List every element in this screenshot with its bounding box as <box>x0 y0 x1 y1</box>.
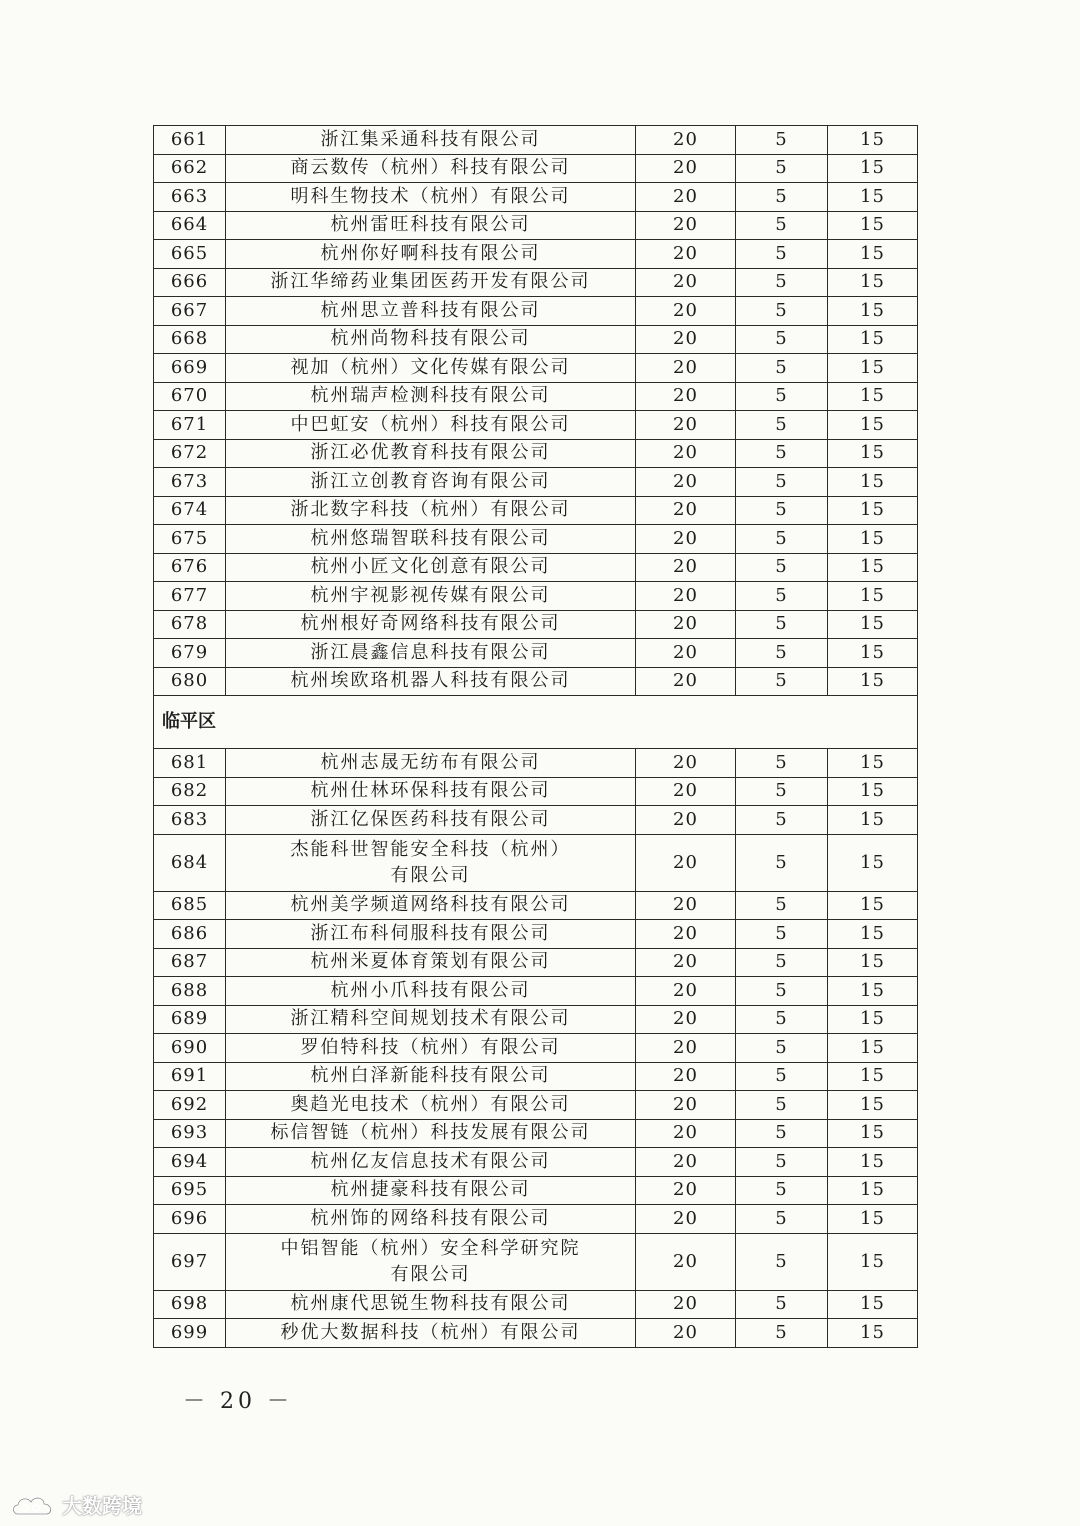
table-row <box>154 1062 918 1091</box>
value-a-cell: 20 <box>636 1119 736 1148</box>
company-name-line: 杭州雷旺科技有限公司 <box>330 214 531 236</box>
table-row <box>154 1205 918 1234</box>
table-row <box>154 1119 918 1148</box>
company-name-cell <box>226 1290 636 1319</box>
row-number-cell: 688 <box>154 977 226 1006</box>
row-number-cell: 681 <box>154 749 226 778</box>
row-number-cell: 694 <box>154 1148 226 1177</box>
value-b-cell: 5 <box>736 154 828 183</box>
company-name-cell <box>226 297 636 326</box>
row-number-cell: 690 <box>154 1034 226 1063</box>
value-a-cell: 20 <box>636 834 736 891</box>
company-name-cell <box>226 1119 636 1148</box>
row-number-cell: 666 <box>154 268 226 297</box>
value-b-cell: 5 <box>736 126 828 155</box>
company-name-cell <box>226 1233 636 1290</box>
value-c-cell: 15 <box>828 891 918 920</box>
value-b-cell: 5 <box>736 325 828 354</box>
company-name-line: 杭州康代思锐生物科技有限公司 <box>290 1293 571 1315</box>
table-row <box>154 468 918 497</box>
company-name-cell <box>226 1005 636 1034</box>
table-row <box>154 154 918 183</box>
company-name-cell <box>226 806 636 835</box>
value-b-cell: 5 <box>736 806 828 835</box>
table-row <box>154 806 918 835</box>
value-b-cell: 5 <box>736 920 828 949</box>
table-row <box>154 1290 918 1319</box>
company-name-line: 视加（杭州）文化传媒有限公司 <box>290 356 571 378</box>
company-name-cell <box>226 382 636 411</box>
value-c-cell: 15 <box>828 325 918 354</box>
value-a-cell: 20 <box>636 806 736 835</box>
value-c-cell: 15 <box>828 610 918 639</box>
row-number-cell: 695 <box>154 1176 226 1205</box>
company-name-cell <box>226 468 636 497</box>
value-a-cell: 20 <box>636 948 736 977</box>
value-c-cell: 15 <box>828 1091 918 1120</box>
company-name-cell <box>226 891 636 920</box>
table-row <box>154 354 918 383</box>
value-b-cell: 5 <box>736 1290 828 1319</box>
company-name-line: 杭州志晟无纺布有限公司 <box>320 751 541 773</box>
value-c-cell: 15 <box>828 154 918 183</box>
company-name-cell <box>226 610 636 639</box>
value-a-cell: 20 <box>636 553 736 582</box>
company-name-cell <box>226 948 636 977</box>
row-number-cell: 679 <box>154 639 226 668</box>
table-row <box>154 1176 918 1205</box>
value-a-cell: 20 <box>636 667 736 696</box>
value-b-cell: 5 <box>736 211 828 240</box>
company-name-line: 明科生物技术（杭州）有限公司 <box>290 185 571 207</box>
value-b-cell: 5 <box>736 382 828 411</box>
value-b-cell: 5 <box>736 1233 828 1290</box>
value-a-cell: 20 <box>636 411 736 440</box>
company-name-line: 中巴虹安（杭州）科技有限公司 <box>290 413 571 435</box>
value-a-cell: 20 <box>636 582 736 611</box>
value-b-cell: 5 <box>736 468 828 497</box>
row-number-cell: 676 <box>154 553 226 582</box>
value-c-cell: 15 <box>828 496 918 525</box>
value-b-cell: 5 <box>736 1319 828 1348</box>
value-c-cell: 15 <box>828 1205 918 1234</box>
cloud-logo-icon <box>10 1492 56 1518</box>
company-name-cell <box>226 240 636 269</box>
company-name-line: 秒优大数据科技（杭州）有限公司 <box>280 1321 581 1343</box>
value-c-cell: 15 <box>828 411 918 440</box>
value-a-cell: 20 <box>636 154 736 183</box>
company-name-line: 杭州捷豪科技有限公司 <box>330 1179 531 1201</box>
table-row <box>154 496 918 525</box>
company-name-line: 浙江晨鑫信息科技有限公司 <box>310 641 551 663</box>
company-name-line: 商云数传（杭州）科技有限公司 <box>290 157 571 179</box>
company-name-cell <box>226 354 636 383</box>
table-row <box>154 920 918 949</box>
company-name-cell <box>226 553 636 582</box>
company-name-cell <box>226 1062 636 1091</box>
value-c-cell: 15 <box>828 468 918 497</box>
table-row <box>154 667 918 696</box>
value-b-cell: 5 <box>736 297 828 326</box>
value-c-cell: 15 <box>828 749 918 778</box>
row-number-cell: 692 <box>154 1091 226 1120</box>
table-row <box>154 439 918 468</box>
table-row <box>154 411 918 440</box>
row-number-cell: 667 <box>154 297 226 326</box>
company-name-line: 杭州你好啊科技有限公司 <box>320 242 541 264</box>
value-c-cell: 15 <box>828 582 918 611</box>
table-row <box>154 126 918 155</box>
table-row <box>154 183 918 212</box>
value-c-cell: 15 <box>828 211 918 240</box>
company-name-cell <box>226 1205 636 1234</box>
table-row <box>154 639 918 668</box>
value-a-cell: 20 <box>636 1176 736 1205</box>
value-a-cell: 20 <box>636 639 736 668</box>
company-name-line: 浙江亿保医药科技有限公司 <box>310 808 551 830</box>
company-name-line: 浙江集采通科技有限公司 <box>320 128 541 150</box>
company-name-cell <box>226 411 636 440</box>
value-c-cell: 15 <box>828 639 918 668</box>
value-a-cell: 20 <box>636 1290 736 1319</box>
value-c-cell: 15 <box>828 439 918 468</box>
table-row <box>154 891 918 920</box>
value-c-cell: 15 <box>828 553 918 582</box>
table-row <box>154 525 918 554</box>
company-name-line: 奥趋光电技术（杭州）有限公司 <box>290 1093 571 1115</box>
company-table <box>153 125 918 1348</box>
company-name-line: 浙江布科伺服科技有限公司 <box>310 922 551 944</box>
company-name-line: 杭州饰的网络科技有限公司 <box>310 1207 551 1229</box>
value-c-cell: 15 <box>828 1176 918 1205</box>
row-number-cell: 684 <box>154 834 226 891</box>
company-name-cell <box>226 325 636 354</box>
value-a-cell: 20 <box>636 1319 736 1348</box>
value-b-cell: 5 <box>736 354 828 383</box>
row-number-cell: 683 <box>154 806 226 835</box>
value-a-cell: 20 <box>636 297 736 326</box>
value-a-cell: 20 <box>636 1148 736 1177</box>
company-name-line: 杭州小匠文化创意有限公司 <box>310 556 551 578</box>
value-a-cell: 20 <box>636 1034 736 1063</box>
company-name-line: 有限公司 <box>390 1263 471 1285</box>
row-number-cell: 663 <box>154 183 226 212</box>
value-a-cell: 20 <box>636 183 736 212</box>
value-c-cell: 15 <box>828 806 918 835</box>
value-c-cell: 15 <box>828 297 918 326</box>
company-name-cell <box>226 1319 636 1348</box>
value-b-cell: 5 <box>736 525 828 554</box>
table-row <box>154 297 918 326</box>
value-b-cell: 5 <box>736 411 828 440</box>
table-row <box>154 268 918 297</box>
value-b-cell: 5 <box>736 553 828 582</box>
value-a-cell: 20 <box>636 354 736 383</box>
value-a-cell: 20 <box>636 1205 736 1234</box>
value-c-cell: 15 <box>828 667 918 696</box>
table-row <box>154 1034 918 1063</box>
section-heading: 临平区 <box>154 696 918 749</box>
value-a-cell: 20 <box>636 126 736 155</box>
row-number-cell: 698 <box>154 1290 226 1319</box>
value-a-cell: 20 <box>636 749 736 778</box>
table-row <box>154 1005 918 1034</box>
value-b-cell: 5 <box>736 610 828 639</box>
value-b-cell: 5 <box>736 496 828 525</box>
value-c-cell: 15 <box>828 354 918 383</box>
row-number-cell: 665 <box>154 240 226 269</box>
value-a-cell: 20 <box>636 777 736 806</box>
row-number-cell: 668 <box>154 325 226 354</box>
table-row <box>154 325 918 354</box>
value-c-cell: 15 <box>828 183 918 212</box>
company-name-cell <box>226 1176 636 1205</box>
company-name-cell <box>226 126 636 155</box>
value-b-cell: 5 <box>736 749 828 778</box>
company-name-cell <box>226 639 636 668</box>
value-a-cell: 20 <box>636 1005 736 1034</box>
value-a-cell: 20 <box>636 977 736 1006</box>
row-number-cell: 670 <box>154 382 226 411</box>
company-name-line: 中铝智能（杭州）安全科学研究院 <box>280 1237 581 1259</box>
company-name-line: 杭州白泽新能科技有限公司 <box>310 1065 551 1087</box>
table-row <box>154 582 918 611</box>
value-b-cell: 5 <box>736 1062 828 1091</box>
value-b-cell: 5 <box>736 1176 828 1205</box>
table-row <box>154 977 918 1006</box>
section-row <box>154 696 918 749</box>
row-number-cell: 691 <box>154 1062 226 1091</box>
company-name-line: 浙江华缔药业集团医药开发有限公司 <box>270 271 591 293</box>
row-number-cell: 682 <box>154 777 226 806</box>
company-name-line: 杭州米夏体育策划有限公司 <box>310 951 551 973</box>
row-number-cell: 686 <box>154 920 226 949</box>
value-b-cell: 5 <box>736 777 828 806</box>
row-number-cell: 680 <box>154 667 226 696</box>
value-a-cell: 20 <box>636 268 736 297</box>
row-number-cell: 671 <box>154 411 226 440</box>
row-number-cell: 699 <box>154 1319 226 1348</box>
row-number-cell: 693 <box>154 1119 226 1148</box>
company-name-cell <box>226 1148 636 1177</box>
value-a-cell: 20 <box>636 1062 736 1091</box>
value-b-cell: 5 <box>736 1005 828 1034</box>
row-number-cell: 672 <box>154 439 226 468</box>
company-name-line: 杭州亿友信息技术有限公司 <box>310 1150 551 1172</box>
value-b-cell: 5 <box>736 1034 828 1063</box>
company-name-line: 杭州小爪科技有限公司 <box>330 979 531 1001</box>
company-name-line: 杭州宇视影视传媒有限公司 <box>310 584 551 606</box>
value-b-cell: 5 <box>736 183 828 212</box>
value-c-cell: 15 <box>828 1005 918 1034</box>
company-name-cell <box>226 525 636 554</box>
table-row <box>154 1319 918 1348</box>
row-number-cell: 689 <box>154 1005 226 1034</box>
row-number-cell: 675 <box>154 525 226 554</box>
row-number-cell: 664 <box>154 211 226 240</box>
row-number-cell: 677 <box>154 582 226 611</box>
table-row <box>154 382 918 411</box>
value-a-cell: 20 <box>636 891 736 920</box>
row-number-cell: 661 <box>154 126 226 155</box>
company-name-cell <box>226 920 636 949</box>
row-number-cell: 687 <box>154 948 226 977</box>
row-number-cell: 674 <box>154 496 226 525</box>
company-name-cell <box>226 154 636 183</box>
company-name-cell <box>226 439 636 468</box>
company-name-line: 杭州埃欧珞机器人科技有限公司 <box>290 670 571 692</box>
table-row <box>154 610 918 639</box>
value-c-cell: 15 <box>828 1034 918 1063</box>
company-name-line: 有限公司 <box>390 864 471 886</box>
value-b-cell: 5 <box>736 667 828 696</box>
row-number-cell: 662 <box>154 154 226 183</box>
value-b-cell: 5 <box>736 834 828 891</box>
value-b-cell: 5 <box>736 948 828 977</box>
table-row <box>154 749 918 778</box>
value-b-cell: 5 <box>736 240 828 269</box>
row-number-cell: 697 <box>154 1233 226 1290</box>
company-name-cell <box>226 777 636 806</box>
value-b-cell: 5 <box>736 1205 828 1234</box>
value-a-cell: 20 <box>636 439 736 468</box>
company-name-cell <box>226 582 636 611</box>
value-c-cell: 15 <box>828 977 918 1006</box>
value-a-cell: 20 <box>636 211 736 240</box>
value-b-cell: 5 <box>736 439 828 468</box>
page-number: － 20 － <box>183 1389 293 1414</box>
company-name-line: 浙江必优教育科技有限公司 <box>310 442 551 464</box>
watermark <box>10 1490 142 1519</box>
value-c-cell: 15 <box>828 777 918 806</box>
value-c-cell: 15 <box>828 1290 918 1319</box>
value-c-cell: 15 <box>828 1233 918 1290</box>
company-name-line: 杭州瑞声检测科技有限公司 <box>310 385 551 407</box>
table-row <box>154 1233 918 1290</box>
company-name-line: 杭州悠瑞智联科技有限公司 <box>310 527 551 549</box>
value-c-cell: 15 <box>828 920 918 949</box>
company-name-cell <box>226 977 636 1006</box>
table-row <box>154 240 918 269</box>
company-name-line: 杭州根好奇网络科技有限公司 <box>300 613 561 635</box>
value-c-cell: 15 <box>828 1148 918 1177</box>
value-c-cell: 15 <box>828 525 918 554</box>
row-number-cell: 696 <box>154 1205 226 1234</box>
company-name-cell <box>226 667 636 696</box>
value-a-cell: 20 <box>636 610 736 639</box>
value-c-cell: 15 <box>828 382 918 411</box>
value-b-cell: 5 <box>736 1148 828 1177</box>
company-name-cell <box>226 268 636 297</box>
company-name-line: 杭州美学频道网络科技有限公司 <box>290 894 571 916</box>
table-row <box>154 777 918 806</box>
table-row <box>154 834 918 891</box>
table-row <box>154 211 918 240</box>
watermark-text: 大数跨境 <box>62 1494 142 1518</box>
value-b-cell: 5 <box>736 1119 828 1148</box>
value-a-cell: 20 <box>636 920 736 949</box>
company-name-cell <box>226 1034 636 1063</box>
value-b-cell: 5 <box>736 1091 828 1120</box>
value-a-cell: 20 <box>636 1091 736 1120</box>
company-table-body <box>154 126 918 1348</box>
table-row <box>154 553 918 582</box>
value-b-cell: 5 <box>736 639 828 668</box>
value-a-cell: 20 <box>636 468 736 497</box>
row-number-cell: 678 <box>154 610 226 639</box>
value-c-cell: 15 <box>828 948 918 977</box>
table-row <box>154 948 918 977</box>
company-name-line: 罗伯特科技（杭州）有限公司 <box>300 1036 561 1058</box>
row-number-cell: 685 <box>154 891 226 920</box>
value-b-cell: 5 <box>736 268 828 297</box>
value-a-cell: 20 <box>636 382 736 411</box>
value-c-cell: 15 <box>828 1062 918 1091</box>
value-c-cell: 15 <box>828 268 918 297</box>
value-a-cell: 20 <box>636 325 736 354</box>
value-b-cell: 5 <box>736 891 828 920</box>
value-c-cell: 15 <box>828 240 918 269</box>
company-name-cell <box>226 496 636 525</box>
value-b-cell: 5 <box>736 582 828 611</box>
table-row <box>154 1148 918 1177</box>
row-number-cell: 669 <box>154 354 226 383</box>
value-c-cell: 15 <box>828 126 918 155</box>
company-name-line: 标信智链（杭州）科技发展有限公司 <box>270 1122 591 1144</box>
value-c-cell: 15 <box>828 1119 918 1148</box>
value-a-cell: 20 <box>636 240 736 269</box>
company-name-line: 杰能科世智能安全科技（杭州） <box>290 838 571 860</box>
company-name-line: 杭州仕林环保科技有限公司 <box>310 780 551 802</box>
company-name-cell <box>226 1091 636 1120</box>
value-b-cell: 5 <box>736 977 828 1006</box>
value-a-cell: 20 <box>636 1233 736 1290</box>
value-a-cell: 20 <box>636 525 736 554</box>
company-name-line: 杭州思立普科技有限公司 <box>320 299 541 321</box>
value-c-cell: 15 <box>828 834 918 891</box>
company-name-cell <box>226 834 636 891</box>
company-name-line: 浙北数字科技（杭州）有限公司 <box>290 499 571 521</box>
company-name-line: 杭州尚物科技有限公司 <box>330 328 531 350</box>
company-name-line: 浙江立创教育咨询有限公司 <box>310 470 551 492</box>
table-row <box>154 1091 918 1120</box>
company-name-line: 浙江精科空间规划技术有限公司 <box>290 1008 571 1030</box>
row-number-cell: 673 <box>154 468 226 497</box>
value-a-cell: 20 <box>636 496 736 525</box>
company-name-cell <box>226 211 636 240</box>
company-name-cell <box>226 183 636 212</box>
value-c-cell: 15 <box>828 1319 918 1348</box>
company-name-cell <box>226 749 636 778</box>
